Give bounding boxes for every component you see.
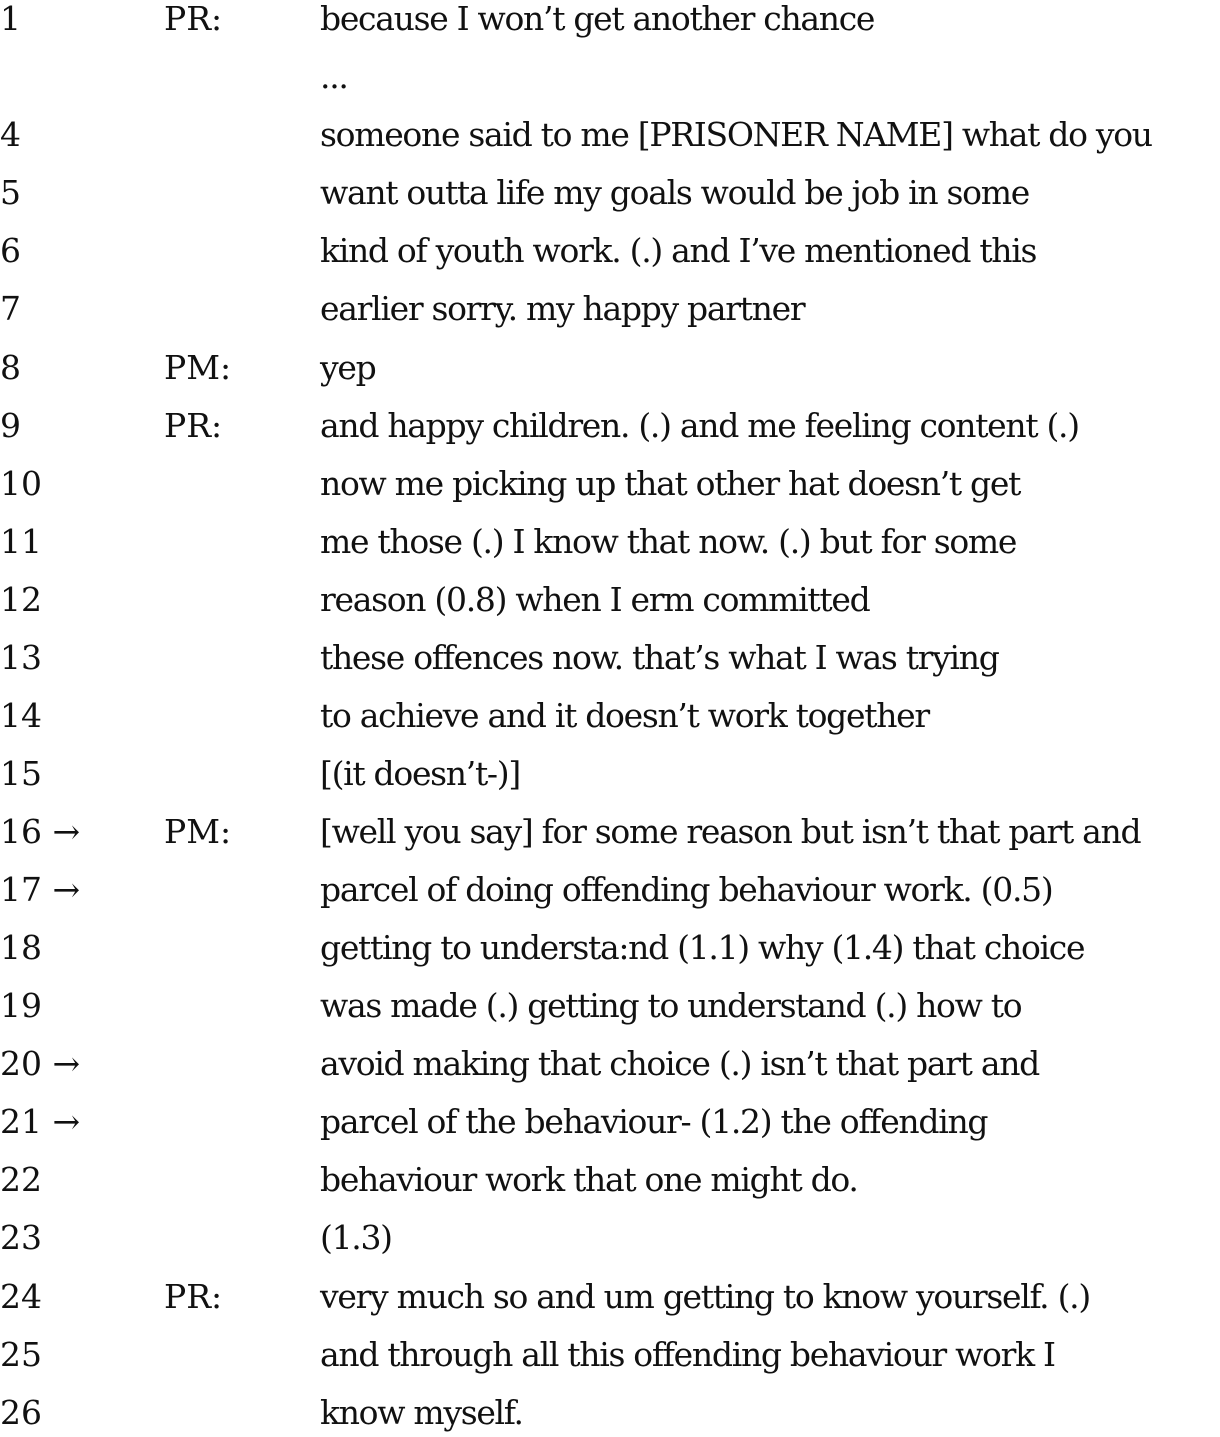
line-number: 21 → bbox=[0, 1102, 81, 1141]
utterance-text: kind of youth work. (.) and I’ve mentioned this bbox=[320, 231, 1037, 270]
line-number: 5 bbox=[0, 173, 21, 212]
line-number: 15 bbox=[0, 754, 42, 793]
line-number: 7 bbox=[0, 289, 21, 328]
utterance-text: very much so and um getting to know yourself. (.) bbox=[320, 1277, 1090, 1316]
line-number: 10 bbox=[0, 464, 42, 503]
transcript-line bbox=[0, 464, 1220, 504]
transcript-line bbox=[0, 1393, 1220, 1433]
utterance-text: because I won’t get another chance bbox=[320, 0, 875, 38]
line-number: 6 bbox=[0, 231, 21, 270]
line-number: 23 bbox=[0, 1218, 42, 1257]
utterance-text: yep bbox=[320, 348, 376, 387]
line-number: 20 → bbox=[0, 1044, 81, 1083]
utterance-text: ... bbox=[320, 57, 348, 96]
transcript-line bbox=[0, 870, 1220, 910]
utterance-text: parcel of doing offending behaviour work. (0.5) bbox=[320, 870, 1053, 909]
transcript-line bbox=[0, 1102, 1220, 1142]
speaker-label: PR: bbox=[164, 1277, 223, 1316]
utterance-text: to achieve and it doesn’t work together bbox=[320, 696, 929, 735]
utterance-text: [well you say] for some reason but isn’t that part and bbox=[320, 812, 1141, 851]
transcript-line bbox=[0, 696, 1220, 736]
utterance-text: behaviour work that one might do. bbox=[320, 1160, 858, 1199]
transcript-line bbox=[0, 57, 1220, 97]
utterance-text: earlier sorry. my happy partner bbox=[320, 289, 805, 328]
transcript-line bbox=[0, 580, 1220, 620]
line-number: 16 → bbox=[0, 812, 81, 851]
transcript-line bbox=[0, 1160, 1220, 1200]
transcript-line bbox=[0, 115, 1220, 155]
line-number: 18 bbox=[0, 928, 42, 967]
utterance-text: avoid making that choice (.) isn’t that part and bbox=[320, 1044, 1039, 1083]
utterance-text: (1.3) bbox=[320, 1218, 392, 1257]
utterance-text: parcel of the behaviour- (1.2) the offending bbox=[320, 1102, 988, 1141]
transcript-line bbox=[0, 348, 1220, 388]
transcript-line bbox=[0, 1335, 1220, 1375]
speaker-label: PM: bbox=[164, 348, 232, 387]
line-number: 14 bbox=[0, 696, 42, 735]
line-number: 17 → bbox=[0, 870, 81, 909]
line-number: 22 bbox=[0, 1160, 42, 1199]
transcript-line bbox=[0, 1277, 1220, 1317]
transcript-line bbox=[0, 231, 1220, 271]
transcript-line bbox=[0, 986, 1220, 1026]
speaker-label: PR: bbox=[164, 0, 223, 38]
transcript-line bbox=[0, 406, 1220, 446]
line-number: 12 bbox=[0, 580, 42, 619]
speaker-label: PR: bbox=[164, 406, 223, 445]
utterance-text: someone said to me [PRISONER NAME] what do you bbox=[320, 115, 1152, 154]
line-number: 24 bbox=[0, 1277, 42, 1316]
line-number: 26 bbox=[0, 1393, 42, 1432]
transcript-line bbox=[0, 812, 1220, 852]
transcript-line bbox=[0, 173, 1220, 213]
transcript-line bbox=[0, 754, 1220, 794]
utterance-text: was made (.) getting to understand (.) how to bbox=[320, 986, 1022, 1025]
line-number: 4 bbox=[0, 115, 21, 154]
utterance-text: me those (.) I know that now. (.) but for some bbox=[320, 522, 1017, 561]
transcript-line bbox=[0, 289, 1220, 329]
transcript-line bbox=[0, 0, 1220, 39]
utterance-text: know myself. bbox=[320, 1393, 523, 1432]
utterance-text: and through all this offending behaviour work I bbox=[320, 1335, 1055, 1374]
line-number: 9 bbox=[0, 406, 21, 445]
utterance-text: reason (0.8) when I erm committed bbox=[320, 580, 870, 619]
utterance-text: [(it doesn’t-)] bbox=[320, 754, 520, 793]
utterance-text: now me picking up that other hat doesn’t get bbox=[320, 464, 1021, 503]
utterance-text: these offences now. that’s what I was trying bbox=[320, 638, 999, 677]
utterance-text: want outta life my goals would be job in some bbox=[320, 173, 1029, 212]
line-number: 1 bbox=[0, 0, 21, 38]
line-number: 25 bbox=[0, 1335, 42, 1374]
transcript-line bbox=[0, 1218, 1220, 1258]
transcript-line bbox=[0, 522, 1220, 562]
speaker-label: PM: bbox=[164, 812, 232, 851]
utterance-text: and happy children. (.) and me feeling content (.) bbox=[320, 406, 1079, 445]
line-number: 8 bbox=[0, 348, 21, 387]
line-number: 19 bbox=[0, 986, 42, 1025]
utterance-text: getting to understa:nd (1.1) why (1.4) that choice bbox=[320, 928, 1085, 967]
line-number: 11 bbox=[0, 522, 42, 561]
transcript-line bbox=[0, 928, 1220, 968]
transcript-line bbox=[0, 638, 1220, 678]
line-number: 13 bbox=[0, 638, 42, 677]
transcript-line bbox=[0, 1044, 1220, 1084]
